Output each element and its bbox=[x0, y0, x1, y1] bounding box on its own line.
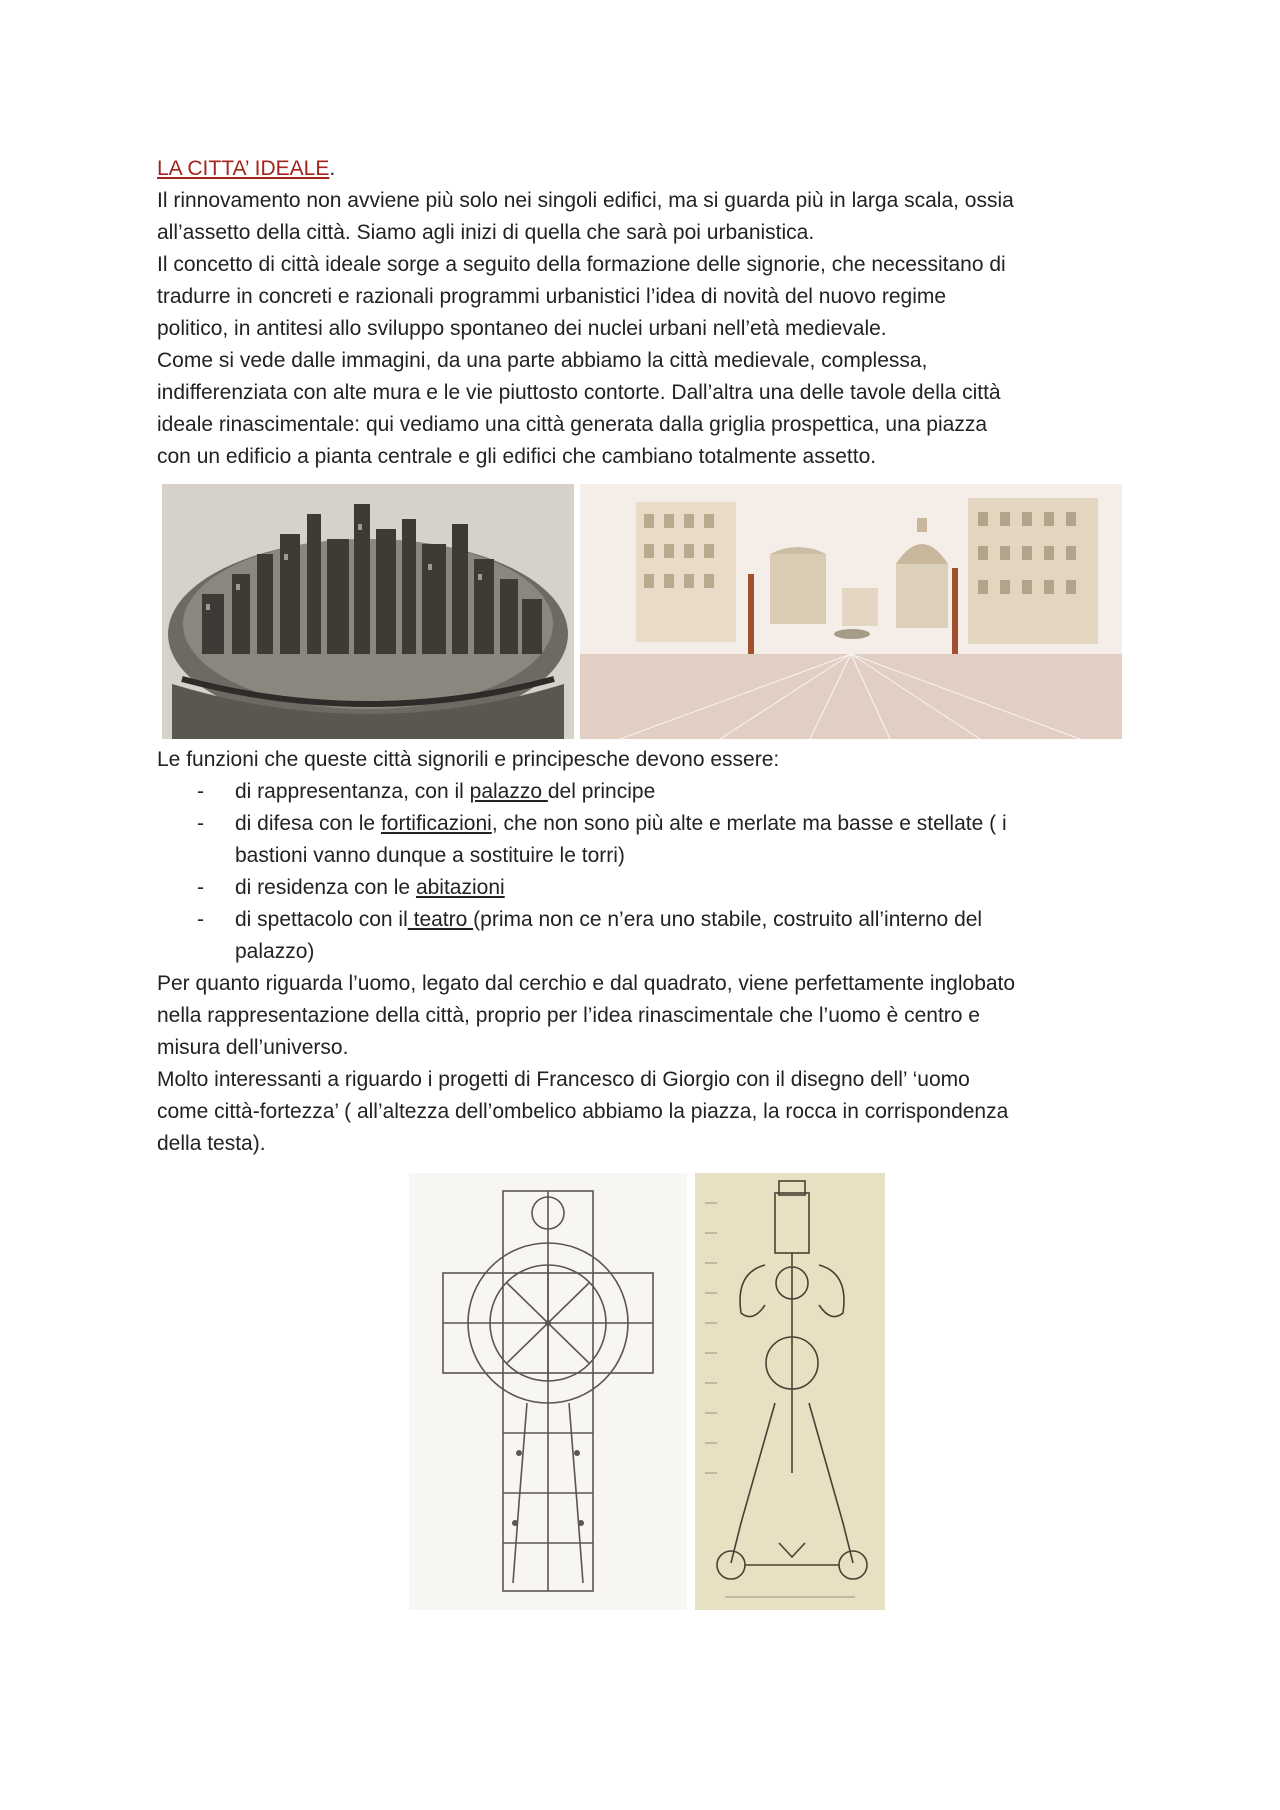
bullet-text: di residenza con le bbox=[235, 876, 416, 899]
medieval-city-image bbox=[162, 484, 574, 739]
man-as-city-figures bbox=[409, 1173, 885, 1610]
ideal-city-image bbox=[580, 484, 1122, 739]
bullet-keyword: palazzo bbox=[469, 780, 548, 803]
closing-line: nella rappresentazione della città, proprio per l’idea rinascimentale che l’uomo è centro e bbox=[157, 1004, 980, 1027]
bullet-continuation: bastioni vanno dunque a sostituire le torri) bbox=[235, 844, 625, 867]
intro-line: ideale rinascimentale: qui vediamo una città generata dalla griglia prospettica, una piazza bbox=[157, 413, 988, 436]
bullet-text: , che non sono più alte e merlate ma basse e stellate ( i bbox=[491, 812, 1007, 835]
bullet-marker: - bbox=[197, 812, 204, 835]
bullet-marker: - bbox=[197, 908, 204, 931]
intro-line: Come si vede dalle immagini, da una parte abbiamo la città medievale, complessa, bbox=[157, 349, 928, 372]
closing-line: misura dell’universo. bbox=[157, 1036, 349, 1059]
intro-line: politico, in antitesi allo sviluppo spontaneo dei nuclei urbani nell’età medievale. bbox=[157, 317, 887, 340]
bullet-keyword: fortificazioni bbox=[380, 812, 492, 835]
city-fortress-man-drawing bbox=[695, 1173, 885, 1610]
bullet-text: di difesa con le bbox=[235, 812, 381, 835]
list-item bbox=[157, 776, 1127, 808]
bullet-marker: - bbox=[197, 780, 204, 803]
bullet-keyword: abitazioni bbox=[415, 876, 505, 899]
city-comparison-images bbox=[162, 484, 1122, 739]
functions-intro: Le funzioni che queste città signorili e principesche devono essere: bbox=[157, 748, 780, 771]
bullet-text: di spettacolo con il bbox=[235, 908, 408, 931]
document-body bbox=[157, 153, 1127, 473]
bullet-continuation: palazzo) bbox=[235, 940, 315, 963]
intro-line: con un edificio a pianta centrale e gli edifici che cambiano totalmente assetto. bbox=[157, 445, 877, 468]
functions-section bbox=[157, 744, 1127, 1160]
closing-line: Per quanto riguarda l’uomo, legato dal cerchio e dal quadrato, viene perfettamente inglobato bbox=[157, 972, 1016, 995]
intro-line: Il concetto di città ideale sorge a seguito della formazione delle signorie, che necessitano di bbox=[157, 253, 1006, 276]
intro-line: Il rinnovamento non avviene più solo nei singoli edifici, ma si guarda più in larga scala, ossia bbox=[157, 189, 1014, 212]
bullet-marker: - bbox=[197, 876, 204, 899]
bullet-keyword: teatro bbox=[407, 908, 474, 931]
heading-line bbox=[157, 153, 1127, 185]
closing-line: Molto interessanti a riguardo i progetti di Francesco di Giorgio con il disegno dell’ ‘uomo bbox=[157, 1068, 970, 1091]
intro-line: tradurre in concreti e razionali programmi urbanistici l’idea di novità del nuovo regime bbox=[157, 285, 947, 308]
closing-line: della testa). bbox=[157, 1132, 266, 1155]
list-item bbox=[157, 904, 1127, 968]
intro-line: all’assetto della città. Siamo agli inizi di quella che sarà poi urbanistica. bbox=[157, 221, 815, 244]
list-item bbox=[157, 808, 1127, 872]
bullet-text: di rappresentanza, con il bbox=[235, 780, 470, 803]
bullet-text: del principe bbox=[547, 780, 656, 803]
intro-line: indifferenziata con alte mura e le vie piuttosto contorte. Dall’altra una delle tavole della città bbox=[157, 381, 1001, 404]
bullet-text: (prima non ce n’era uno stabile, costruito all’interno del bbox=[473, 908, 983, 931]
functions-list bbox=[157, 776, 1127, 968]
page-title: LA CITTA’ IDEALE bbox=[157, 157, 330, 180]
closing-line: come città-fortezza’ ( all’altezza dell’ombelico abbiamo la piazza, la rocca in corrispondenza bbox=[157, 1100, 1009, 1123]
list-item bbox=[157, 872, 1127, 904]
man-circle-square-drawing bbox=[409, 1173, 687, 1610]
heading-dot: . bbox=[329, 157, 336, 180]
